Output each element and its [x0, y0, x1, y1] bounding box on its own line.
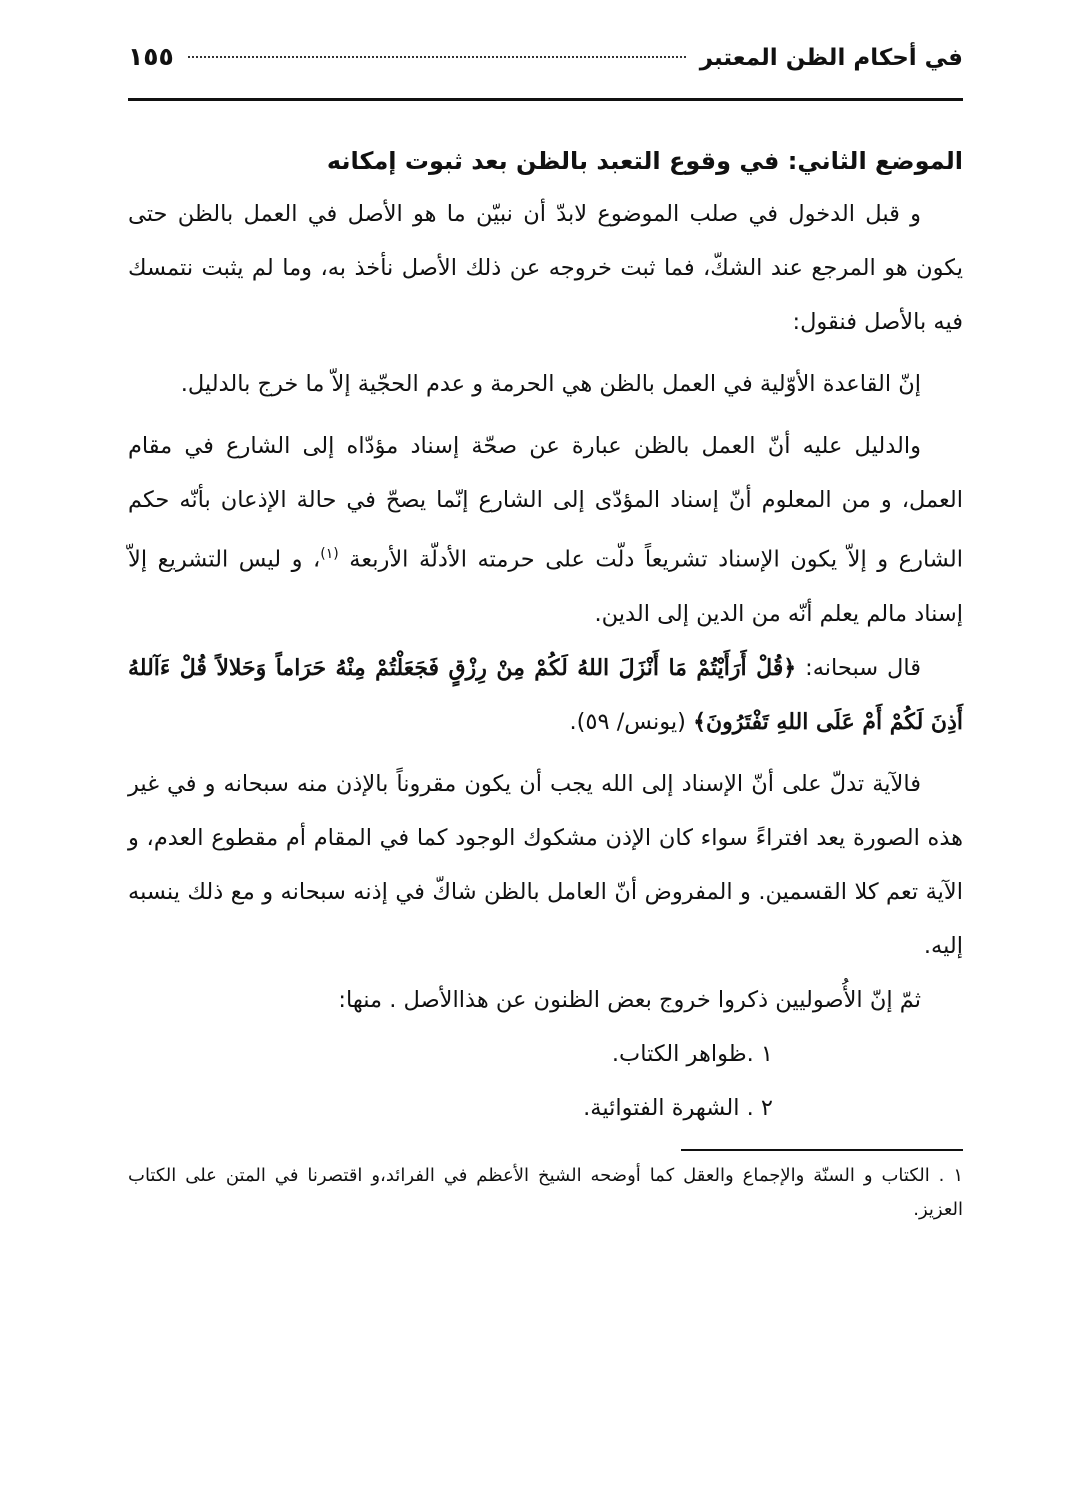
paragraph-proof	[128, 419, 963, 641]
page-header	[128, 42, 963, 101]
quran-verse: ﴿قُلْ أَرَأَيْتُمْ مَا أَنْزَلَ اللهُ لَكُمْ مِنْ رِزْقٍ فَجَعَلْتُمْ مِنْهُ حَرَاماً وَحَلالاً قُلْ ءَآللهُ أَذِنَ لَكُمْ أَمْ عَلَى اللهِ تَفْتَرُونَ﴾	[128, 654, 963, 735]
paragraph-rule: إنّ القاعدة الأوّلية في العمل بالظن هي الحرمة و عدم الحجّية إلاّ ما خرج بالدليل.	[180, 371, 921, 397]
paragraph-intro: و قبل الدخول في صلب الموضوع لابدّ أن نبيّن ما هو الأصل في العمل بالظن حتى يكون هو المرجع عند الشكّ، فما ثبت خروجه عن ذلك الأصل نأخذ به، وما لم يثبت نتمسك فيه بالأصل فنقول:	[128, 201, 963, 335]
page-number: ١٥٥	[128, 42, 174, 71]
footnote-divider	[681, 1149, 963, 1151]
running-title: في أحكام الظن المعتبر	[699, 45, 963, 71]
list-item: ١ .ظواهر الكتاب.	[611, 1040, 773, 1067]
paragraph-verse	[128, 641, 963, 749]
verse-intro: قال سبحانه:	[805, 654, 921, 681]
list-item: ٢ . الشهرة الفتوائية.	[583, 1094, 773, 1121]
paragraph-verse-explanation: فالآية تدلّ على أنّ الإسناد إلى الله يجب أن يكون مقروناً بالإذن منه سبحانه و في غير هذه الصورة يعد افتراءً سواء كان الإذن مشكوك الوجود كما في المقام أم مقطوع العدم، و الآية تعم كلا القسمين. و المفروض أنّ العامل بالظن شاكّ في إذنه سبحانه و مع ذلك ينسبه إليه.	[128, 770, 963, 959]
verse-reference: (يونس/ ٥٩).	[569, 708, 686, 735]
footnote-reference: (١)	[320, 546, 339, 562]
paragraph-proof-text: والدليل عليه أنّ العمل بالظن عبارة عن صحّة إسناد مؤدّاه إلى الشارع في مقام العمل، و من المعلوم أنّ إسناد المؤدّى إلى الشارع إنّما يصحّ في حالة الإذعان بأنّه حكم الشارع و إلاّ يكون الإسناد تشريعاً دلّت على حرمته الأدلّة الأربعة	[128, 433, 963, 573]
book-page	[128, 42, 963, 1509]
section-heading: الموضع الثاني: في وقوع التعبد بالظن بعد ثبوت إمكانه	[326, 147, 963, 175]
header-dotted-leader	[188, 56, 686, 58]
paragraph-proof-tail: ، و ليس التشريع إلاّ إسناد مالم يعلم أنّه من الدين إلى الدين.	[128, 546, 963, 627]
footnote: ١ . الكتاب و السنّة والإجماع والعقل كما أوضحه الشيخ الأعظم في الفرائد،و اقتصرنا في المتن على الكتاب العزيز.	[128, 1164, 963, 1220]
paragraph-exceptions: ثمّ إنّ الأُصوليين ذكروا خروج بعض الظنون عن هذاالأصل . منها:	[338, 986, 921, 1013]
